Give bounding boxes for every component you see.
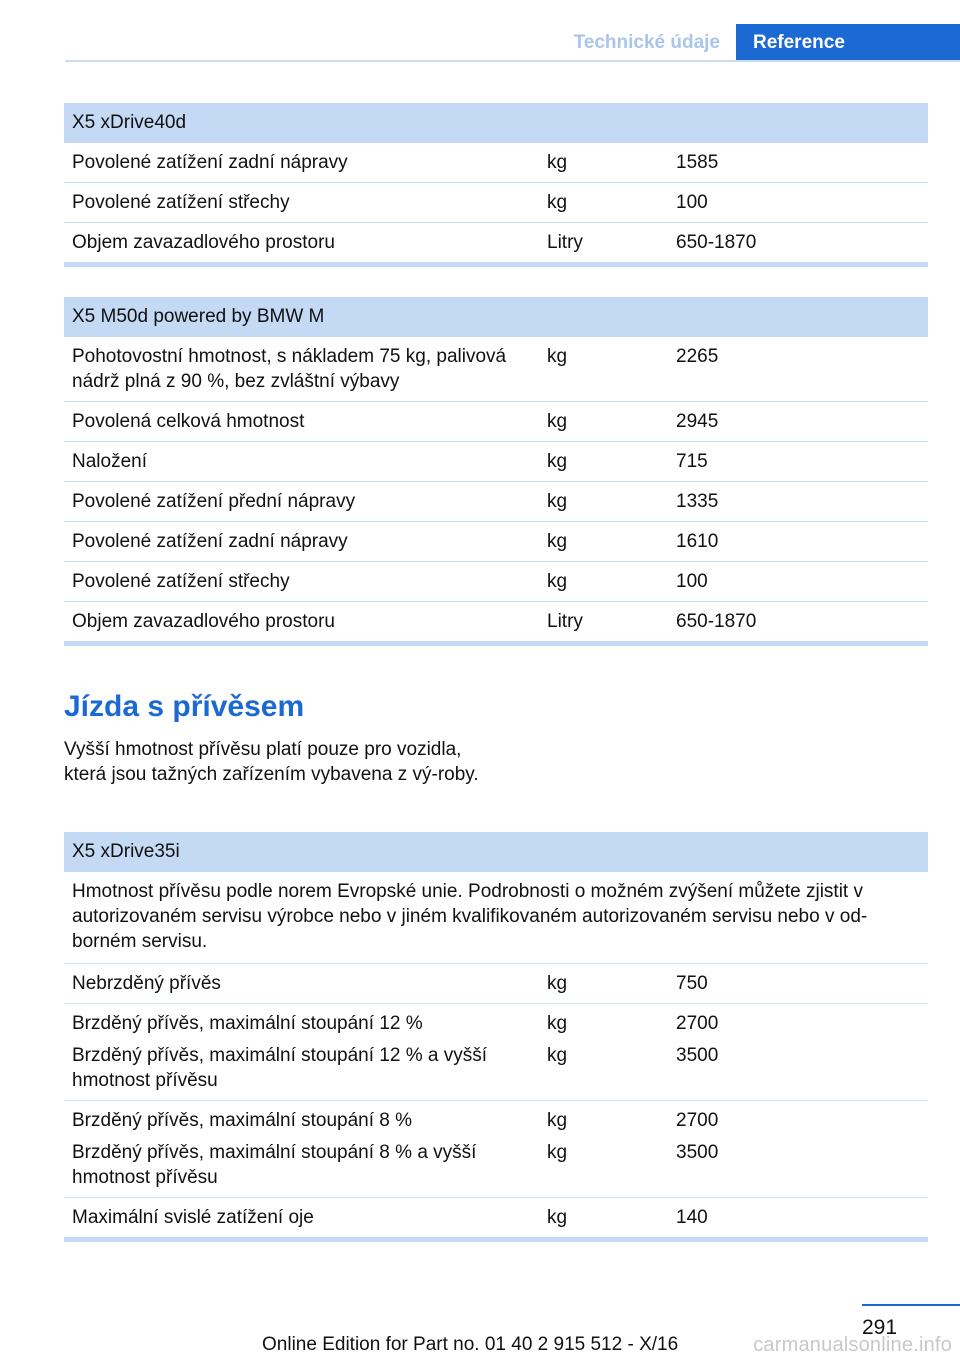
- row-label: Povolené zatížení střechy: [72, 192, 290, 213]
- row-unit-group: [539, 1101, 668, 1197]
- row-value: 650-1870: [676, 232, 757, 253]
- row-label: Povolené zatížení zadní nápravy: [72, 531, 348, 552]
- edition-note: Online Edition for Part no. 01 40 2 915 512 - X/16: [262, 1334, 679, 1355]
- table-header: X5 xDrive35i: [64, 832, 928, 872]
- row-value: 2945: [676, 411, 719, 432]
- header-chapter-tab[interactable]: Reference: [736, 24, 960, 61]
- table-row: [64, 337, 928, 402]
- table-row: [64, 562, 928, 602]
- row-label: Objem zavazadlového prostoru: [72, 232, 335, 253]
- row-label: Povolené zatížení přední nápravy: [72, 491, 356, 512]
- row-unit: Litry: [547, 611, 583, 632]
- table-row: [64, 964, 928, 1004]
- row-label: Brzděný přívěs, maximální stoupání 12 %: [72, 1013, 423, 1034]
- row-unit: kg: [547, 571, 568, 592]
- row-unit: Litry: [547, 232, 583, 253]
- spec-table-m50d: [64, 297, 928, 646]
- footer-rule: [862, 1304, 960, 1306]
- row-label: Povolené zatížení zadní nápravy: [72, 152, 348, 173]
- watermark: carmanualsonline.info: [753, 1334, 952, 1356]
- row-label: Naložení: [72, 451, 147, 472]
- page-number: 291: [862, 1316, 898, 1339]
- header-rule: [65, 60, 960, 62]
- table-end-bar: [64, 262, 928, 267]
- row-unit: kg: [547, 1013, 568, 1034]
- row-unit: kg: [547, 1045, 568, 1066]
- spec-table-xdrive40d: [64, 103, 928, 267]
- table-row: [64, 602, 928, 641]
- row-value: 2700: [676, 1110, 719, 1131]
- row-unit: kg: [547, 192, 568, 213]
- row-value: 1610: [676, 531, 719, 552]
- row-value: 100: [676, 192, 708, 213]
- table-row: [64, 522, 928, 562]
- row-value: 715: [676, 451, 708, 472]
- row-value-group: [668, 1004, 928, 1100]
- row-unit: kg: [547, 1142, 568, 1163]
- row-unit: kg: [547, 491, 568, 512]
- table-row: [64, 223, 928, 262]
- table-note: Hmotnost přívěsu podle norem Evropské unie. Podrobnosti o možném zvýšení můžete zjistit v autorizovaném servisu výrobce nebo v jiném kvalifikovaném autorizovaném servisu nebo v od-borném servisu.: [72, 881, 868, 952]
- section-body: Vyšší hmotnost přívěsu platí pouze pro vozidla, která jsou tažných zařízením vybavena z vý-roby.: [64, 739, 479, 785]
- row-value: 2265: [676, 346, 719, 367]
- row-label-group: [64, 1101, 539, 1197]
- table-header: X5 M50d powered by BMW M: [64, 297, 928, 337]
- table-row: [64, 402, 928, 442]
- row-label: Povolené zatížení střechy: [72, 571, 290, 592]
- row-unit: kg: [547, 451, 568, 472]
- row-value: 750: [676, 973, 708, 994]
- row-label: Maximální svislé zatížení oje: [72, 1207, 314, 1228]
- row-label: Brzděný přívěs, maximální stoupání 8 % a vyšší hmotnost přívěsu: [72, 1142, 477, 1188]
- row-label: Nebrzděný přívěs: [72, 973, 221, 994]
- row-unit: kg: [547, 973, 568, 994]
- table-row: [64, 442, 928, 482]
- row-unit: kg: [547, 346, 568, 367]
- table-row: [64, 1198, 928, 1237]
- row-unit: kg: [547, 1110, 568, 1131]
- row-value: 2700: [676, 1013, 719, 1034]
- row-value: 100: [676, 571, 708, 592]
- row-unit-group: [539, 1004, 668, 1100]
- header-section-label: Technické údaje: [573, 32, 720, 53]
- table-row: [64, 1004, 928, 1101]
- section-title: Jízda s přívěsem: [64, 690, 305, 723]
- table-row: [64, 143, 928, 183]
- row-unit: kg: [547, 152, 568, 173]
- table-note-row: [64, 872, 928, 964]
- row-value: 3500: [676, 1045, 719, 1066]
- row-value: 650-1870: [676, 611, 757, 632]
- table-row: [64, 1101, 928, 1198]
- row-label: Brzděný přívěs, maximální stoupání 12 % a vyšší hmotnost přívěsu: [72, 1045, 488, 1091]
- table-end-bar: [64, 1237, 928, 1242]
- row-label: Objem zavazadlového prostoru: [72, 611, 335, 632]
- row-unit: kg: [547, 411, 568, 432]
- table-header: X5 xDrive40d: [64, 103, 928, 143]
- row-value-group: [668, 1101, 928, 1197]
- row-unit: kg: [547, 531, 568, 552]
- row-label: Brzděný přívěs, maximální stoupání 8 %: [72, 1110, 413, 1131]
- row-label-group: [64, 1004, 539, 1100]
- row-value: 1335: [676, 491, 719, 512]
- trailer-table-xdrive35i: [64, 832, 928, 1242]
- row-label: Povolená celková hmotnost: [72, 411, 305, 432]
- row-value: 1585: [676, 152, 719, 173]
- table-end-bar: [64, 641, 928, 646]
- row-value: 3500: [676, 1142, 719, 1163]
- row-value: 140: [676, 1207, 708, 1228]
- table-row: [64, 183, 928, 223]
- table-row: [64, 482, 928, 522]
- row-unit: kg: [547, 1207, 568, 1228]
- row-label: Pohotovostní hmotnost, s nákladem 75 kg, palivová nádrž plná z 90 %, bez zvláštní výbavy: [72, 346, 507, 392]
